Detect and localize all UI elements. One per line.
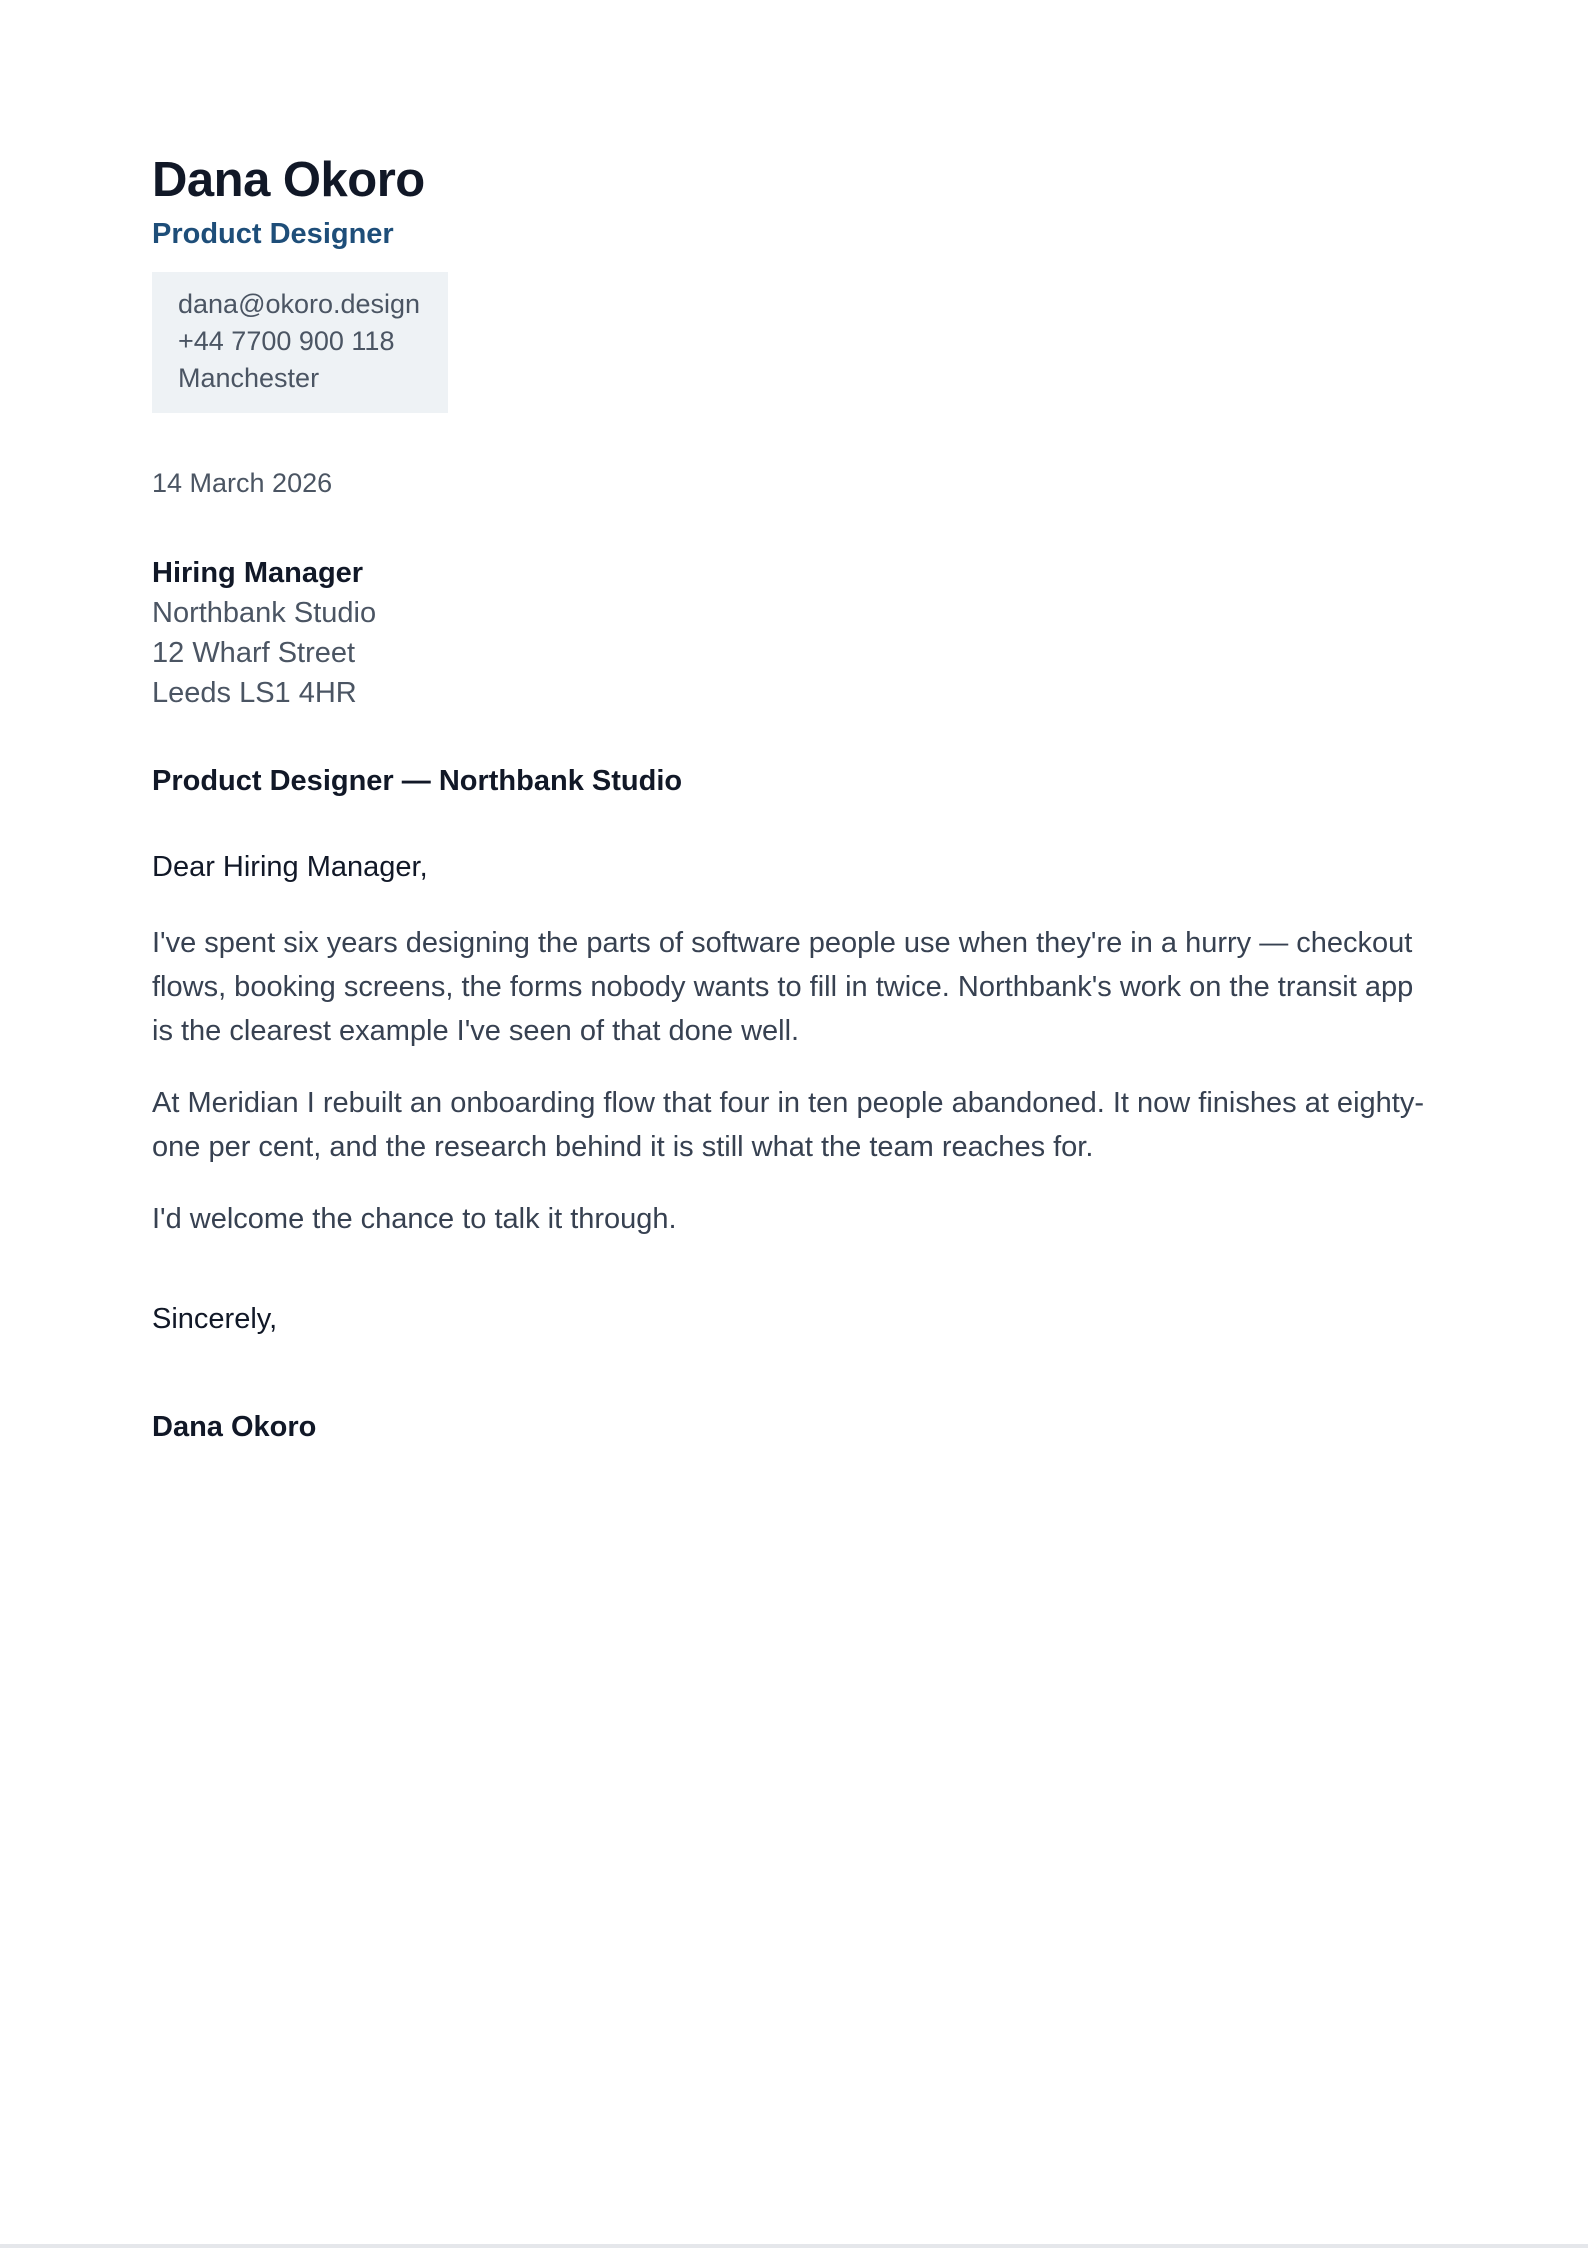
recipient-street: 12 Wharf Street bbox=[152, 637, 356, 669]
contact-email: dana@okoro.design bbox=[178, 289, 421, 319]
contact-phone: +44 7700 900 118 bbox=[178, 326, 395, 356]
contact-location: Manchester bbox=[178, 363, 320, 393]
sender-name: Dana Okoro bbox=[152, 153, 425, 207]
body-paragraph: At Meridian I rebuilt an onboarding flow that four in ten people abandoned. It now finishes at eighty-one per cent, and the research behind it is still what the team reaches for. bbox=[152, 1087, 1424, 1163]
recipient-company: Northbank Studio bbox=[152, 597, 377, 629]
sender-role: Product Designer bbox=[152, 218, 394, 250]
signature: Dana Okoro bbox=[152, 1411, 317, 1443]
cover-letter bbox=[152, 150, 1452, 1445]
body-paragraph: I've spent six years designing the parts of software people use when they're in a hurry — checkout flows, booking screens, the forms nobody wants to fill in twice. Northbank's work on the transit app is the clearest example I've seen of that done well. bbox=[152, 927, 1414, 1047]
salutation: Dear Hiring Manager, bbox=[152, 851, 428, 883]
letter-subject: Product Designer — Northbank Studio bbox=[152, 765, 683, 797]
recipient-city: Leeds LS1 4HR bbox=[152, 677, 357, 709]
contact-block bbox=[152, 272, 448, 413]
recipient-address bbox=[152, 553, 1452, 713]
closing: Sincerely, bbox=[152, 1303, 278, 1335]
page-bottom-edge bbox=[0, 2244, 1588, 2248]
recipient-name: Hiring Manager bbox=[152, 557, 364, 589]
body-paragraph: I'd welcome the chance to talk it through. bbox=[152, 1203, 677, 1235]
letter-date: 14 March 2026 bbox=[152, 468, 333, 498]
